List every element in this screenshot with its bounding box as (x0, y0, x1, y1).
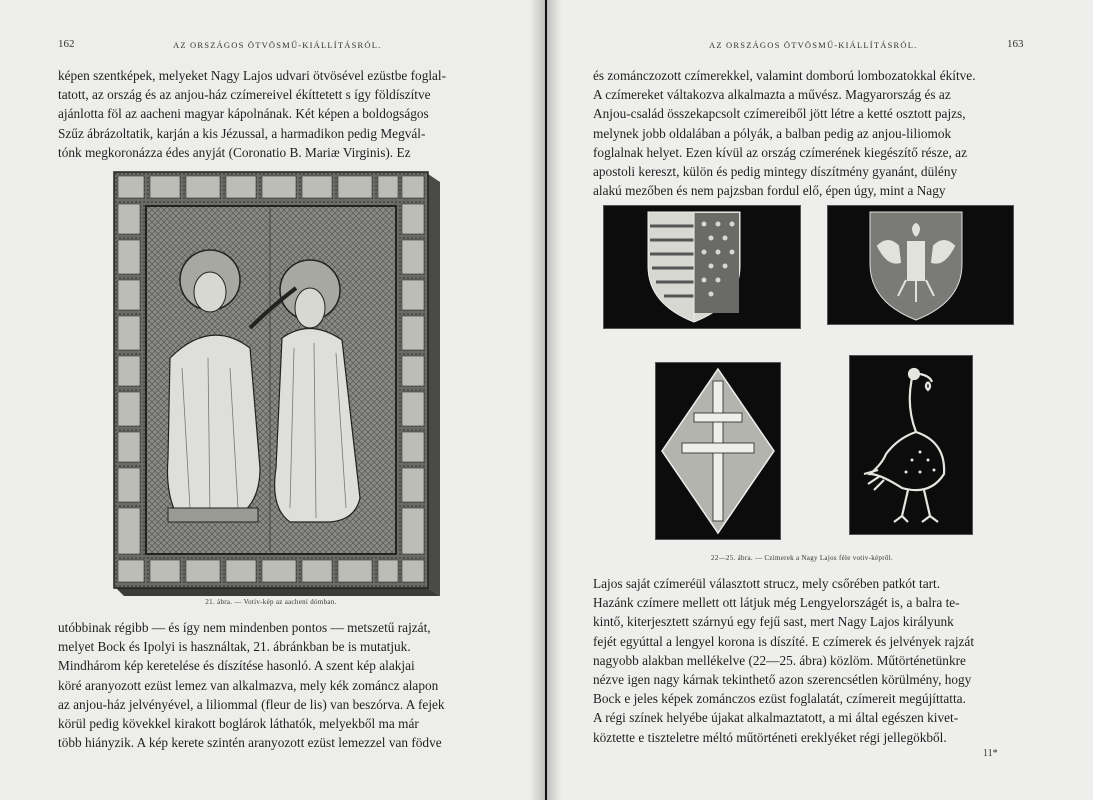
text-line: nézve igen nagy kárnak tekinthető azon szerencsétlen körülmény, hogy (593, 672, 972, 688)
text-line: A régi színek helyébe újakat alkalmaztatott, a mi által egészen kivet- (593, 710, 959, 726)
left-running-head: AZ ORSZÁGOS ÖTVÖSMŰ-KIÁLLÍTÁSRÓL. (173, 40, 382, 50)
text-line: képen szentképek, melyeket Nagy Lajos udvari ötvösével ezüstbe foglal- (58, 68, 447, 83)
figure-25-ostrich-emblem (849, 355, 973, 535)
text-line: tónk megkoronázza édes anyját (Coronatio B. Mariæ Virginis). Ez (58, 144, 411, 160)
right-running-head: AZ ORSZÁGOS ÖTVÖSMŰ-KIÁLLÍTÁSRÓL. (709, 40, 918, 50)
text-line: több hiányzik. A kép kerete szintén aranyozott ezüst lemezzel van födve (58, 735, 442, 751)
text-line: Mindhárom kép keretelése és díszítése hasonló. A szent kép alakjai (58, 658, 415, 674)
text-line: melyet Bock és Ipolyi is használtak, 21. ábránkban be is mutatjuk. (58, 639, 411, 655)
text-line: Bock e jeles képek zománczos ezüst foglalatát, czímereit megújíttatta. (593, 691, 966, 707)
left-bottom-text (58, 618, 490, 752)
right-page-number: 163 (1007, 38, 1024, 50)
figure-23-shield-eagle (827, 205, 1014, 325)
left-page-number: 162 (58, 38, 75, 50)
right-figure-caption: 22—25. ábra. — Czímerek a Nagy Lajos féle votiv-képről. (711, 554, 893, 562)
votive-panel-figure (110, 168, 440, 596)
text-line: fejét egyúttal a lengyel korona is díszíté. E czímerek és jelvények rajzát (593, 633, 975, 649)
text-line: melynek jobb oldalában a pólyák, a balban pedig az anjou-liliomok (593, 125, 952, 141)
text-line: köztette e tiszteletre méltó műtörténeti ereklyéket régi jellegökből. (593, 729, 947, 745)
text-line: alakú mezőben és nem pajzsban fordul elő, épen úgy, mint a Nagy (593, 183, 946, 199)
left-figure-caption: 21. ábra. — Votiv-kép az aacheni dómban. (205, 598, 337, 606)
text-line: és zománczozott czímerekkel, valamint domború lombozatokkal ékítve. (593, 68, 976, 83)
text-line: Hazánk czímere mellett ott látjuk még Lengyelországét is, a balra te- (593, 595, 960, 611)
text-line: köré aranyozott ezüst lemez van alkalmazva, mely kék zománcz alapon (58, 677, 439, 693)
text-line: utóbbinak régibb — és így nem mindenben pontos — metszetű rajzát, (58, 620, 431, 635)
text-line: tatott, az ország és az anjou-ház czímereivel ékíttetett s így földíszítve (58, 87, 431, 103)
text-line: Anjou-család összekapcsolt czímereiből jött létre a ketté osztott pajzs, (593, 106, 966, 122)
text-line: az anjou-ház jelvényével, a liliommal (fleur de lis) van beszórva. A fejek (58, 696, 445, 712)
text-line: kintő, kiterjesztett szárnyú egy fejű sast, mert Nagy Lajos királyunk (593, 614, 954, 630)
text-line: körül pedig kövekkel kirakott boglárok láthatók, melyekből ma már (58, 716, 419, 732)
text-line: nagyobb alakban mellékelve (22—25. ábra) közlöm. Műtörténetünkre (593, 652, 966, 668)
text-line: Szűz ábrázoltatik, karján a kis Jézussal, a harmadikon pedig Megvál- (58, 125, 426, 141)
text-line: foglalnak helyet. Ezen kívül az ország czímerének kiegészítő része, az (593, 144, 967, 160)
text-line: ajánlotta föl az aacheni magyar kápolnának. Két képen a boldogságos (58, 106, 429, 122)
right-top-text (593, 66, 1025, 200)
left-top-text (58, 66, 490, 162)
right-page (547, 0, 1093, 800)
left-page (0, 0, 545, 800)
figure-24-lozenge-double-cross (655, 362, 781, 540)
figure-22-shield-arpad-anjou (603, 205, 801, 329)
text-line: Lajos saját czímeréül választott strucz, mely csőrében patkót tart. (593, 576, 941, 591)
right-bottom-text (593, 574, 1025, 747)
text-line: apostoli kereszt, külön és pedig mintegy díszítmény gyanánt, dülény (593, 164, 958, 180)
signature-mark: 11* (983, 748, 998, 759)
text-line: A czímereket váltakozva alkalmazta a művész. Magyarország és az (593, 87, 951, 103)
